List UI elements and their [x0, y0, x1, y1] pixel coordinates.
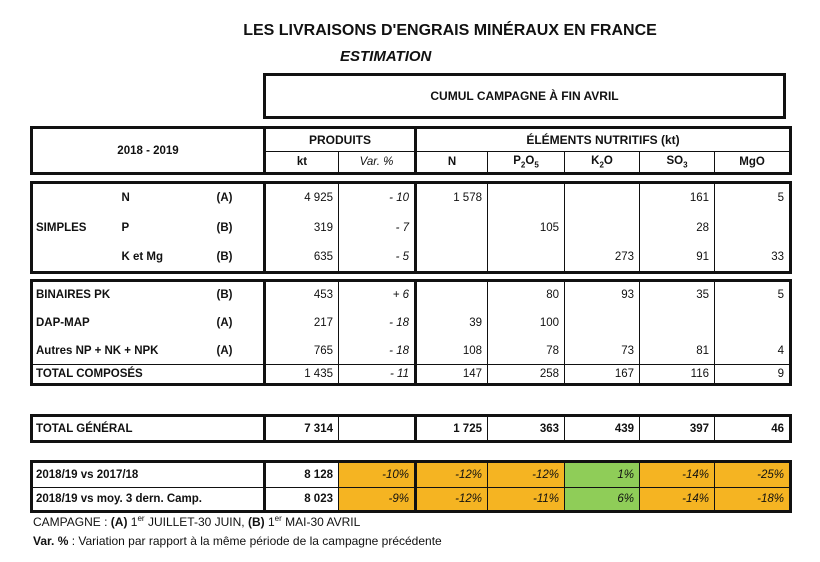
row-k: 1%	[565, 462, 640, 488]
row-p: 105	[488, 213, 565, 243]
fn-a: (A)	[110, 515, 128, 529]
k2o-end: O	[603, 154, 613, 167]
row-k	[565, 183, 640, 213]
fn-var-text: : Variation par rapport à la même période de la campagne précédente	[71, 534, 442, 548]
footnote-campagne	[33, 514, 360, 529]
row-kt: 635	[265, 243, 339, 273]
row-var: - 10	[339, 183, 416, 213]
row-var: - 5	[339, 243, 416, 273]
row-mgo: 5	[715, 183, 791, 213]
row-var: - 18	[339, 309, 416, 338]
row-p: -11%	[488, 488, 565, 512]
row-p	[488, 183, 565, 213]
row-k: 93	[565, 281, 640, 309]
page-title: LES LIVRAISONS D'ENGRAIS MINÉRAUX EN FRANCE	[243, 22, 657, 39]
row-n: 39	[416, 309, 488, 338]
row-camp: (A)	[216, 344, 233, 357]
table-row	[32, 213, 791, 243]
fn-1b: 1	[264, 515, 275, 529]
row-kt: 4 925	[265, 183, 339, 213]
row-so3: -14%	[640, 488, 715, 512]
so3-sub: 3	[683, 160, 688, 170]
row-p: 363	[488, 416, 565, 442]
row-mgo: 33	[715, 243, 791, 273]
row-p: 258	[488, 365, 565, 385]
p2o5-sub2: 5	[534, 160, 539, 170]
row-n	[416, 213, 488, 243]
row-k	[565, 309, 640, 338]
k2o-sub: 2	[599, 160, 604, 170]
row-so3: 91	[640, 243, 715, 273]
cumul-label: CUMUL CAMPAGNE À FIN AVRIL	[430, 89, 619, 103]
fn-var-label: Var. %	[33, 534, 72, 548]
row-so3: 161	[640, 183, 715, 213]
row-kt: 217	[265, 309, 339, 338]
row-p: -12%	[488, 462, 565, 488]
row-p	[488, 243, 565, 273]
row-so3	[640, 309, 715, 338]
row-name: 2018/19 vs 2017/18	[32, 462, 265, 488]
row-so3: 28	[640, 213, 715, 243]
row-p: 80	[488, 281, 565, 309]
header-elements: ÉLÉMENTS NUTRITIFS (kt)	[416, 128, 791, 152]
row-camp: (A)	[212, 183, 265, 213]
row-name: BINAIRES PK	[32, 281, 212, 309]
table-row	[32, 338, 791, 365]
row-kt: 765	[265, 338, 339, 365]
row-k: 6%	[565, 488, 640, 512]
row-var: - 18	[339, 338, 416, 365]
header-p2o5	[488, 152, 565, 174]
p2o5-main: P	[513, 154, 521, 167]
row-mgo: -18%	[715, 488, 791, 512]
row-mgo	[715, 309, 791, 338]
row-p: 100	[488, 309, 565, 338]
simples-table	[30, 181, 792, 274]
row-n: -12%	[416, 488, 488, 512]
row-name: 2018/19 vs moy. 3 dern. Camp.	[32, 488, 265, 512]
row-n: 1 725	[416, 416, 488, 442]
row-k	[565, 213, 640, 243]
so3-main: SO	[666, 154, 684, 167]
row-name: P	[121, 221, 130, 234]
simples-label: SIMPLES	[32, 183, 117, 273]
row-name: TOTAL GÉNÉRAL	[32, 416, 265, 442]
footnote-var	[33, 534, 442, 548]
row-var: -10%	[339, 462, 416, 488]
row-name: N	[117, 183, 212, 213]
row-k: 167	[565, 365, 640, 385]
fn-campagne: CAMPAGNE :	[33, 515, 111, 529]
page-subtitle: ESTIMATION	[340, 48, 432, 65]
fn-b: (B)	[247, 515, 265, 529]
header-table	[30, 126, 792, 175]
cumul-banner	[263, 73, 786, 119]
total-general-row	[32, 416, 791, 442]
comparison-row	[32, 462, 791, 488]
row-var: -9%	[339, 488, 416, 512]
fn-1a: 1	[127, 515, 138, 529]
row-n: 108	[416, 338, 488, 365]
row-kt: 453	[265, 281, 339, 309]
fn-sup-b: er	[274, 514, 282, 523]
row-camp: (B)	[212, 243, 265, 273]
row-mgo: 46	[715, 416, 791, 442]
row-k: 73	[565, 338, 640, 365]
total-composes-row	[32, 365, 791, 385]
row-kt: 319	[265, 213, 339, 243]
header-year: 2018 - 2019	[32, 128, 265, 174]
row-mgo: 4	[715, 338, 791, 365]
k2o-main: K	[591, 154, 600, 167]
row-name: Autres NP + NK + NPK	[32, 338, 212, 365]
row-so3: 116	[640, 365, 715, 385]
header-kt: kt	[265, 152, 339, 174]
comparison-row	[32, 488, 791, 512]
table-row	[32, 183, 791, 213]
row-p: 78	[488, 338, 565, 365]
row-k: 439	[565, 416, 640, 442]
fn-sup-a: er	[137, 514, 145, 523]
row-kt: 8 023	[265, 488, 339, 512]
row-mgo: 5	[715, 281, 791, 309]
p2o5-sub1: 2	[520, 160, 526, 170]
row-var: - 7	[339, 213, 416, 243]
table-row	[32, 281, 791, 309]
comparison-table	[30, 460, 792, 513]
row-so3: -14%	[640, 462, 715, 488]
row-camp: (B)	[216, 221, 233, 234]
row-kt: 7 314	[265, 416, 339, 442]
header-mgo: MgO	[715, 152, 791, 174]
row-n	[416, 243, 488, 273]
row-camp: (A)	[216, 317, 233, 329]
fn-mai: MAI-30 AVRIL	[281, 515, 361, 529]
row-name: DAP-MAP	[32, 309, 212, 338]
row-camp: (B)	[212, 281, 265, 309]
header-k2o	[565, 152, 640, 174]
row-var	[339, 416, 416, 442]
row-kt: 8 128	[265, 462, 339, 488]
table-row	[32, 243, 791, 273]
row-mgo	[715, 213, 791, 243]
row-so3: 81	[640, 338, 715, 365]
row-var: - 11	[339, 365, 416, 385]
row-so3: 35	[640, 281, 715, 309]
row-name: K et Mg	[117, 243, 212, 273]
row-n: 147	[416, 365, 488, 385]
row-n	[416, 281, 488, 309]
header-produits: PRODUITS	[265, 128, 416, 152]
table-row	[32, 309, 791, 338]
row-var: + 6	[339, 281, 416, 309]
row-so3: 397	[640, 416, 715, 442]
row-k: 273	[565, 243, 640, 273]
composes-table	[30, 279, 792, 386]
total-general-table	[30, 414, 792, 443]
header-n: N	[416, 152, 488, 174]
row-kt: 1 435	[265, 365, 339, 385]
row-n: -12%	[416, 462, 488, 488]
header-var: Var. %	[339, 152, 416, 174]
row-mgo: -25%	[715, 462, 791, 488]
row-mgo: 9	[715, 365, 791, 385]
row-n: 1 578	[416, 183, 488, 213]
p2o5-mid: O	[525, 154, 535, 167]
row-name: TOTAL COMPOSÉS	[32, 365, 265, 385]
fn-juillet: JUILLET-30 JUIN,	[144, 515, 248, 529]
header-so3	[640, 152, 715, 174]
